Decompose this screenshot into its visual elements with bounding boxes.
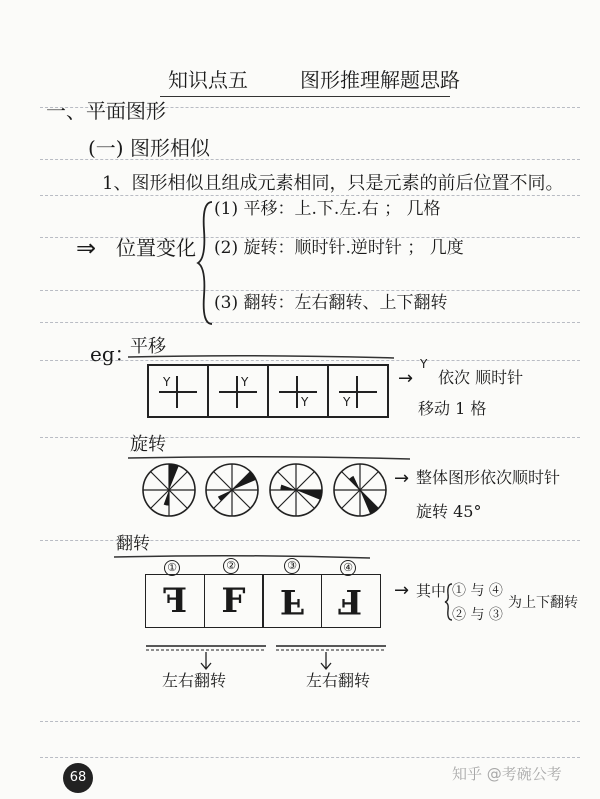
shaded-sector (232, 472, 256, 490)
rotation-label: 旋转 (130, 434, 166, 455)
curly-brace (196, 200, 216, 326)
shaded-sector (349, 476, 360, 490)
translation-cell (207, 364, 269, 418)
translation-note-line1: 依次 顺时针 (438, 368, 524, 387)
number-label: ③ (284, 558, 300, 574)
ruled-line (40, 290, 580, 291)
position-change-item: (3) 翻转：左右翻转、上下翻转 (214, 293, 448, 313)
letter-f: F (221, 581, 246, 621)
flip-cell (204, 574, 264, 628)
ruled-line (40, 322, 580, 323)
translation-arrow: → (398, 368, 414, 389)
flip-cell (262, 574, 322, 628)
shaded-sector (360, 490, 378, 514)
double-arrow: ⇒ (76, 234, 97, 262)
translation-cell (327, 364, 389, 418)
flip-below-left: 左右翻转 (162, 671, 227, 690)
position-change-item: (2) 旋转：顺时针.逆时针 ； 几度 (214, 238, 464, 258)
ruled-line (40, 721, 580, 722)
letter-f: F (162, 581, 188, 621)
translation-label: 平移 (130, 336, 166, 357)
rotation-circle (143, 464, 195, 516)
y-mark: Y (241, 375, 249, 389)
translation-underline (126, 354, 396, 360)
flip-grid (145, 574, 381, 628)
title-underline (160, 96, 450, 97)
page-title-right: 图形推理解题思路 (300, 68, 460, 92)
position-change-label: 位置变化 (116, 236, 196, 260)
rotation-note-line1: 整体图形依次顺时针 (416, 468, 561, 487)
flip-cell (321, 574, 381, 628)
flip-underline (112, 554, 372, 560)
translation-cell (147, 364, 209, 418)
section-heading: 一、平面图形 (46, 99, 166, 123)
translation-note-line2: 移动 1 格 (418, 399, 487, 418)
ruled-line (40, 195, 580, 196)
flip-pair-1: ① 与 ④ (452, 583, 503, 599)
shaded-sector (296, 490, 322, 500)
translation-grid (147, 364, 389, 418)
flip-note-prefix: 其中 (416, 582, 447, 600)
flip-arrow: → (394, 580, 410, 601)
rotation-circle (206, 464, 258, 516)
ruled-line (40, 437, 580, 438)
ruled-line (40, 757, 580, 758)
watermark: 知乎 @考碗公考 (452, 765, 562, 783)
rotation-circles (0, 450, 600, 530)
rotation-note-line2: 旋转 45° (416, 502, 482, 521)
rotation-arrow: → (394, 468, 410, 489)
flip-pair-2: ② 与 ③ (452, 607, 503, 623)
flip-brackets (140, 640, 390, 674)
page-number-badge: 68 (63, 763, 93, 793)
eg-label: eg： (90, 342, 135, 366)
page-title-left: 知识点五 (168, 68, 248, 92)
y-mark: Y (301, 395, 309, 409)
letter-f: F (338, 581, 363, 621)
flip-label: 翻转 (116, 534, 150, 554)
y-mark: Y (163, 375, 171, 389)
number-label: ① (164, 560, 180, 576)
rotation-circle (270, 464, 322, 516)
letter-f: F (279, 581, 305, 621)
translation-cell (267, 364, 329, 418)
flip-below-right: 左右翻转 (306, 671, 371, 690)
shaded-sector (169, 464, 179, 490)
translation-note-mark: Y (420, 357, 428, 371)
subsection-heading: (一) 图形相似 (88, 136, 210, 160)
flip-cell (145, 574, 205, 628)
flip-note-suffix: 为上下翻转 (508, 595, 578, 611)
number-label: ② (223, 558, 239, 574)
position-change-item: (1) 平移：上.下.左.右 ； 几格 (214, 199, 441, 219)
y-mark: Y (343, 395, 351, 409)
rotation-circle (334, 464, 386, 516)
number-label: ④ (340, 560, 356, 576)
shaded-sector (218, 490, 232, 501)
item-text: 1、图形相似且组成元素相同，只是元素的前后位置不同。 (102, 173, 564, 194)
